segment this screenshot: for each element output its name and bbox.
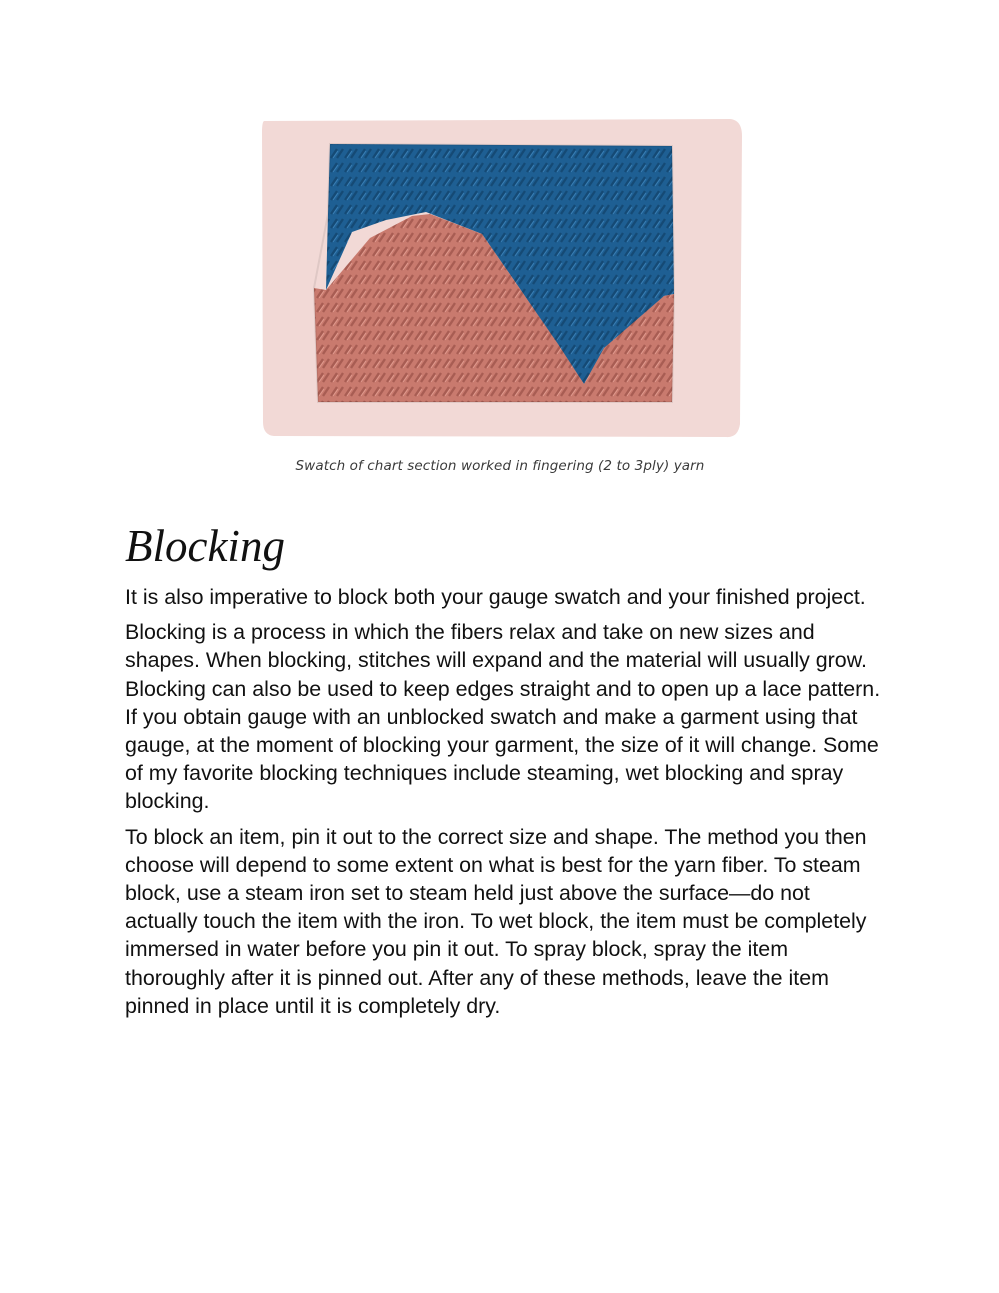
paragraph-method: To block an item, pin it out to the correct size and shape. The method you then choose will depend to some extent on what is best for the yarn fiber. To steam block, use a steam iron set to steam held just above the surface—do not actually touch the item with the iron. To wet block, the item must be completely immersed in water before you pin it out. To spray block, spray the item thoroughly after it is pinned out. After any of these methods, leave the item pinned in place until it is completely dry. xyxy=(125,824,867,1018)
image-caption: Swatch of chart section worked in fingering (2 to 3ply) yarn xyxy=(295,458,705,474)
paragraph-intro: It is also imperative to block both your gauge swatch and your finished project. xyxy=(125,585,866,609)
paragraph-definition: Blocking is a process in which the fibers relax and take on new sizes and shapes. When blocking, stitches will expand and the material will usually grow. Blocking can also be used to keep edges straight and to open up a lace pattern. If you obtain gauge with an unblocked swatch and make a garment using that gauge, at the moment of blocking your garment, the size of it will change. Some of my favorite blocking techniques include steaming, wet blocking and spray blocking. xyxy=(125,620,881,814)
swatch-photo xyxy=(260,118,744,440)
section-heading: Blocking xyxy=(125,521,285,571)
section-body xyxy=(125,583,885,1027)
